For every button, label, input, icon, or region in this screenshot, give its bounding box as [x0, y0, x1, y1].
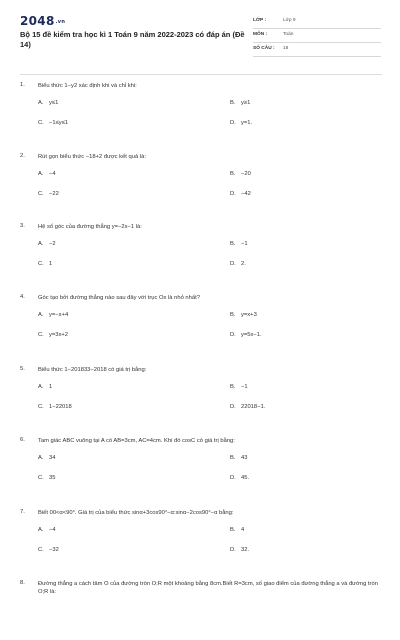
- option-text: −32: [49, 547, 59, 553]
- option-text: 35: [49, 475, 56, 481]
- option-text: 1: [49, 384, 53, 390]
- option-text: 1−22018: [49, 404, 72, 410]
- option-text: −4: [49, 527, 56, 533]
- option-letter: B.: [230, 455, 236, 461]
- meta-row-subject: [253, 28, 381, 43]
- option-text: −22: [49, 191, 59, 197]
- meta-value: Lớp 9: [283, 18, 296, 23]
- option-text: −1≤y≤1: [49, 120, 69, 126]
- meta-label: SỐ CÂU :: [253, 46, 275, 51]
- option-letter: A.: [38, 527, 44, 533]
- option-letter: C.: [38, 120, 44, 126]
- option-letter: B.: [230, 100, 236, 106]
- option-text: y≥1: [241, 100, 251, 106]
- option-letter: D.: [230, 261, 236, 267]
- option-letter: B.: [230, 241, 236, 247]
- option-text: y=3x+2: [49, 332, 69, 338]
- question-number: 7.: [20, 509, 25, 515]
- question-item: [20, 223, 382, 283]
- option-text: −4: [49, 171, 56, 177]
- question-text: Đường thẳng a cách tâm O của đường tròn O;R một khoảng bằng 8cm.Biết R=3cm, số giao điểm của đường thẳng a và đường tròn O;R là:: [38, 581, 378, 595]
- question-number: 3.: [20, 223, 25, 229]
- question-item: [20, 294, 382, 354]
- question-number: 4.: [20, 294, 25, 300]
- option-letter: C.: [38, 332, 44, 338]
- question-item: [20, 509, 382, 569]
- question-text: Hệ số góc của đường thẳng y=−2x−1 là:: [38, 224, 142, 230]
- option-letter: D.: [230, 547, 236, 553]
- question-text: Biểu thức 1−201833−2018 có giá trị bằng:: [38, 367, 147, 373]
- meta-label: MÔN :: [253, 32, 268, 37]
- question-number: 8.: [20, 580, 25, 586]
- question-number: 1.: [20, 82, 25, 88]
- option-text: y=1.: [241, 120, 253, 126]
- question-text: Biểu thức 1−y2 xác định khi và chỉ khi:: [38, 83, 137, 89]
- option-text: 1: [49, 261, 53, 267]
- option-text: 43: [241, 455, 248, 461]
- option-text: −42: [241, 191, 251, 197]
- option-letter: B.: [230, 527, 236, 533]
- question-item: [20, 153, 382, 213]
- option-letter: D.: [230, 332, 236, 338]
- option-text: y≤1: [49, 100, 59, 106]
- question-number: 6.: [20, 437, 25, 443]
- page-header: [0, 0, 400, 70]
- option-letter: B.: [230, 312, 236, 318]
- question-number: 2.: [20, 153, 25, 159]
- option-letter: D.: [230, 404, 236, 410]
- option-letter: A.: [38, 241, 44, 247]
- header-divider: [20, 74, 382, 75]
- option-letter: D.: [230, 475, 236, 481]
- option-letter: A.: [38, 455, 44, 461]
- option-text: 32.: [241, 547, 250, 553]
- question-item: [20, 82, 382, 142]
- option-text: −2: [49, 241, 56, 247]
- question-text: Rút gọn biểu thức −18+2 được kết quả là:: [38, 154, 146, 160]
- option-letter: C.: [38, 261, 44, 267]
- option-letter: C.: [38, 191, 44, 197]
- meta-row-class: [253, 14, 381, 29]
- question-text: Biết 00<α<90°. Giá trị của biểu thức sinα+3cos90°−α:sinα−2cos90°−α bằng:: [38, 510, 234, 516]
- option-text: 4: [241, 527, 245, 533]
- question-text: Tam giác ABC vuông tại A có AB=3cm, AC=4cm. Khi đó cosC có giá trị bằng:: [38, 438, 235, 444]
- option-text: 2.: [241, 261, 246, 267]
- option-text: y=x+3: [241, 312, 257, 318]
- option-text: y=5x−1.: [241, 332, 262, 338]
- option-letter: C.: [38, 475, 44, 481]
- question-number: 5.: [20, 366, 25, 372]
- option-letter: A.: [38, 100, 44, 106]
- option-letter: B.: [230, 384, 236, 390]
- meta-label: LỚP :: [253, 18, 267, 23]
- option-text: −1: [241, 241, 248, 247]
- logo-text: 2048: [20, 14, 55, 28]
- meta-value: 18: [283, 46, 289, 51]
- logo-tld: .vn: [55, 18, 66, 25]
- option-text: −1: [241, 384, 248, 390]
- option-text: 34: [49, 455, 56, 461]
- option-text: y=−x+4: [49, 312, 69, 318]
- option-letter: D.: [230, 120, 236, 126]
- option-letter: A.: [38, 171, 44, 177]
- question-item: [20, 366, 382, 426]
- page-title: Bộ 15 đề kiểm tra học kì 1 Toán 9 năm 2022-2023 có đáp án (Đề 14): [20, 30, 245, 49]
- option-letter: A.: [38, 384, 44, 390]
- option-text: −20: [241, 171, 251, 177]
- site-logo[interactable]: [20, 14, 65, 28]
- question-item: [20, 437, 382, 497]
- option-letter: C.: [38, 404, 44, 410]
- question-item: [20, 580, 382, 640]
- meta-value: Toán: [283, 32, 294, 37]
- option-text: 22018−1.: [241, 404, 266, 410]
- option-letter: A.: [38, 312, 44, 318]
- option-letter: D.: [230, 191, 236, 197]
- question-text: Góc tạo bởi đường thẳng nào sau đây với trục Ox là nhỏ nhất?: [38, 295, 200, 301]
- option-letter: B.: [230, 171, 236, 177]
- meta-row-count: [253, 42, 381, 57]
- option-text: 45.: [241, 475, 250, 481]
- option-letter: C.: [38, 547, 44, 553]
